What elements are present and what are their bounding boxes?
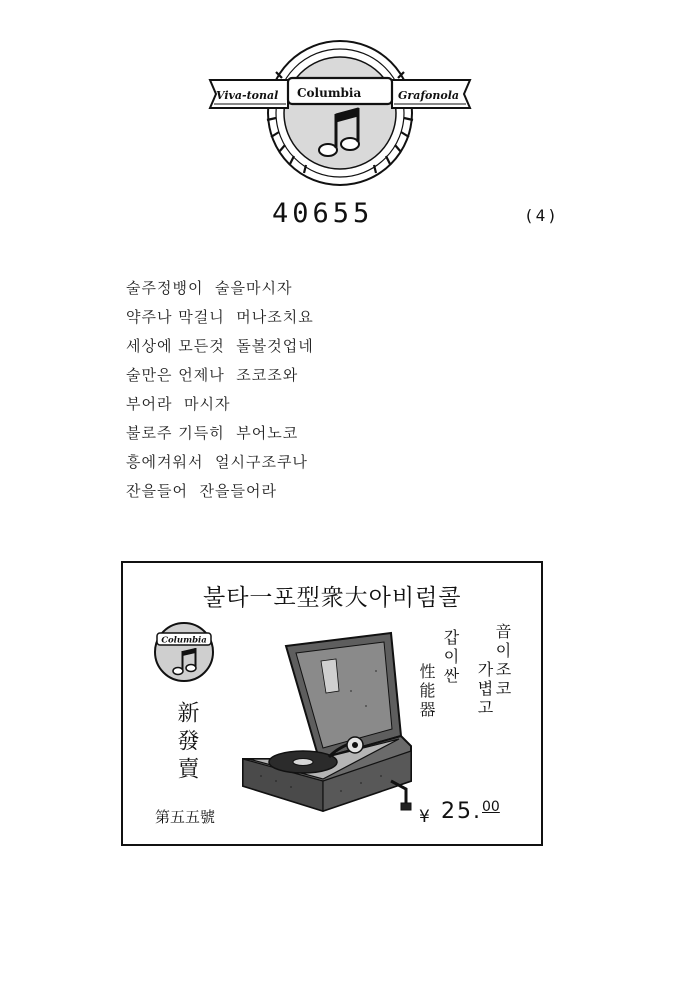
record-number: 40655 <box>272 198 374 229</box>
portable-phonograph-illustration <box>241 631 416 821</box>
lyrics-block <box>126 277 426 509</box>
lyric-line: 흥에겨워서 얼시구조쿠나 <box>126 453 308 471</box>
price-cents: 00 <box>482 799 500 815</box>
laurel-emblem-icon <box>200 38 480 188</box>
lyric-line: 술주정뱅이 술을마시자 <box>126 279 293 297</box>
columbia-note-icon <box>153 621 215 683</box>
ad-logo-text: Columbia <box>161 635 207 646</box>
feature-tag-performance: 性能器 <box>417 663 436 720</box>
feature-tag-cheap: 갑이싼 <box>441 629 460 686</box>
lyric-line: 약주나 막걸니 머나조치요 <box>126 308 314 326</box>
ad-title: 불타一포型衆大아비럼콜 <box>203 585 462 611</box>
banner-right-text: Grafonola <box>398 89 460 102</box>
price-currency-symbol: ¥ <box>419 807 430 827</box>
price <box>441 799 500 824</box>
new-release-label: 新發賣 <box>174 701 199 785</box>
lyric-line: 불로주 기득히 부어노코 <box>126 424 299 442</box>
columbia-logo <box>153 621 215 683</box>
phonograph-advertisement <box>121 561 543 846</box>
lyric-line: 술만은 언제나 조코조와 <box>126 366 299 384</box>
columbia-header-logo <box>200 38 480 188</box>
model-number: 第五五號 <box>155 808 216 826</box>
lyric-line: 세상에 모든것 돌볼것업네 <box>126 337 314 355</box>
feature-tag-good-sound: 音이조코 <box>493 623 512 699</box>
page-number: (4) <box>524 206 559 225</box>
lyric-line: 잔을들어 잔을들어라 <box>126 482 277 500</box>
lyric-line: 부어라 마시자 <box>126 395 231 413</box>
price-main: 25. <box>441 799 482 824</box>
banner-brand-text: Columbia <box>297 86 362 100</box>
feature-tag-lightweight: 가볍고 <box>475 661 494 718</box>
banner-left-text: Viva-tonal <box>216 89 279 102</box>
